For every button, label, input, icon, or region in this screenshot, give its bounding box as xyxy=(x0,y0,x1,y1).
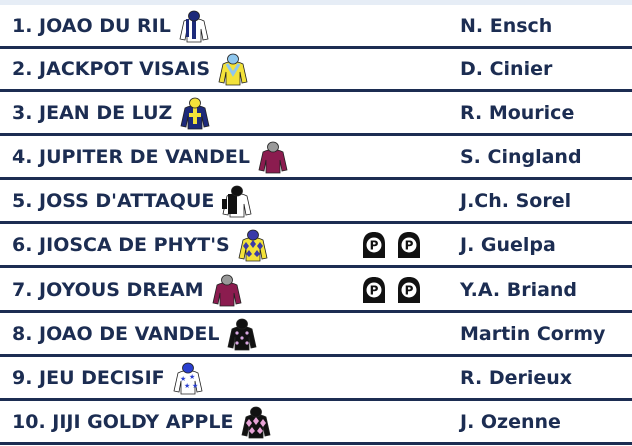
runner-name: 10. JIJI GOLDY APPLE xyxy=(12,410,234,433)
runner-name: 4. JUPITER DE VANDEL xyxy=(12,145,250,168)
svg-text:P: P xyxy=(404,283,414,298)
silk-icon xyxy=(212,273,242,307)
silk-icon xyxy=(222,184,252,218)
silk-icon xyxy=(258,140,288,174)
runner-row xyxy=(0,48,632,92)
runner-name: 8. JOAO DE VANDEL xyxy=(12,322,220,345)
silk-icon xyxy=(218,52,248,86)
blinkers-badge-icon xyxy=(397,276,421,304)
jockey-name: N. Ensch xyxy=(460,14,553,37)
silk-icon xyxy=(180,96,210,130)
silk-icon xyxy=(179,9,209,43)
silk-icon xyxy=(173,361,203,395)
runner-name: 7. JOYOUS DREAM xyxy=(12,278,204,301)
jockey-name: Martin Cormy xyxy=(460,322,606,345)
svg-text:P: P xyxy=(369,283,379,298)
jockey-name: J. Ozenne xyxy=(460,410,561,433)
runner-name: 3. JEAN DE LUZ xyxy=(12,101,173,124)
runner-row xyxy=(0,401,632,445)
svg-text:P: P xyxy=(404,238,414,253)
jockey-name: J.Ch. Sorel xyxy=(460,189,572,212)
runner-name: 9. JEU DECISIF xyxy=(12,366,165,389)
blinkers-badge-icon xyxy=(362,276,386,304)
runner-row xyxy=(0,224,632,268)
svg-text:★: ★ xyxy=(179,375,186,383)
silk-icon xyxy=(227,317,257,351)
runner-name: 1. JOAO DU RIL xyxy=(12,14,171,37)
jockey-name: D. Cinier xyxy=(460,57,553,80)
runner-row xyxy=(0,357,632,401)
runner-row xyxy=(0,92,632,136)
blinkers-badge-icon xyxy=(397,231,421,259)
runner-name: 5. JOSS D'ATTAQUE xyxy=(12,189,215,212)
runner-row xyxy=(0,180,632,224)
jockey-name: R. Derieux xyxy=(460,366,573,389)
svg-text:★: ★ xyxy=(191,382,198,390)
runner-name: 2. JACKPOT VISAIS xyxy=(12,57,211,80)
silk-icon xyxy=(238,228,268,262)
runner-row xyxy=(0,136,632,180)
svg-text:P: P xyxy=(369,238,379,253)
svg-text:★: ★ xyxy=(188,373,195,381)
jockey-name: J. Guelpa xyxy=(460,233,556,256)
blinkers-badge-icon xyxy=(362,231,386,259)
runner-row xyxy=(0,5,632,49)
runner-row xyxy=(0,313,632,357)
jockey-name: R. Mourice xyxy=(460,101,575,124)
runner-name: 6. JIOSCA DE PHYT'S xyxy=(12,233,230,256)
svg-text:★: ★ xyxy=(183,382,190,390)
jockey-name: Y.A. Briand xyxy=(460,278,578,301)
silk-icon xyxy=(241,405,271,439)
jockey-name: S. Cingland xyxy=(460,145,582,168)
runner-row xyxy=(0,269,632,313)
